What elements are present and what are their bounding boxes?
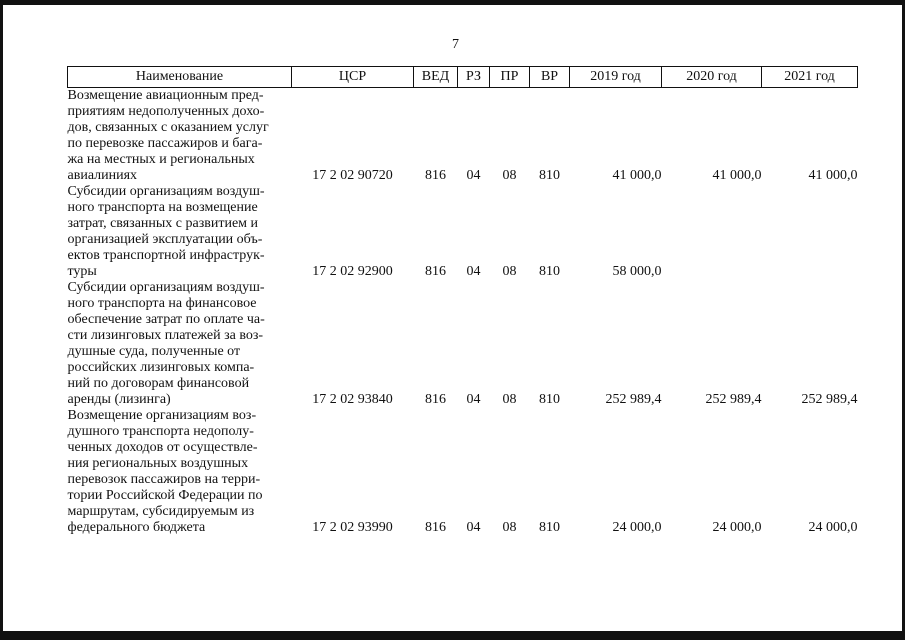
name-line: аренды (лизинга) [67,392,171,407]
header-2019: 2019 год [570,67,662,88]
page-number: 7 [452,37,459,52]
row-pr: 08 [502,520,517,535]
row-ved: 816 [425,264,446,279]
row-csr: 17 2 02 93840 [312,392,393,407]
name-line: ний по договорам финансовой [67,376,250,391]
row-rz: 04 [466,168,481,183]
row-amount-2021: 41 000,0 [808,168,858,183]
table-row [68,280,858,408]
name-line: организацией эксплуатации объ- [67,232,263,247]
name-line: авиалиниях [67,168,138,183]
row-pr: 08 [502,264,517,279]
table-row [68,88,858,185]
row-csr: 17 2 02 93990 [312,520,393,535]
header-ved: ВЕД [414,67,458,88]
header-vr: ВР [530,67,570,88]
name-line: ного транспорта на финансовое [67,296,257,311]
row-amount-2020: 252 989,4 [705,392,762,407]
row-amount-2020 [662,184,762,280]
page-border-top [0,0,905,5]
row-ved: 816 [425,392,446,407]
row-amount-2019: 252 989,4 [605,392,662,407]
name-line: ного транспорта на возмещение [67,200,258,215]
name-line: ектов транспортной инфраструк- [67,248,265,263]
name-line: перевозок пассажиров на терри- [67,472,261,487]
row-name [68,280,292,408]
name-line: Субсидии организациям воздуш- [67,184,265,199]
name-line: душные суда, полученные от [67,344,241,359]
name-line: Субсидии организациям воздуш- [67,280,265,295]
header-pr: ПР [490,67,530,88]
name-line: по перевозке пассажиров и бага- [67,136,263,151]
name-line: обеспечение затрат по оплате ча- [67,312,265,327]
header-2020: 2020 год [662,67,762,88]
row-amount-2019: 41 000,0 [612,168,662,183]
row-pr: 08 [502,168,517,183]
page-border-left [0,0,3,640]
name-line: душного транспорта недополу- [67,424,254,439]
name-line: тории Российской Федерации по [67,488,263,503]
name-line: сти лизинговых платежей за воз- [67,328,264,343]
header-2021: 2021 год [762,67,858,88]
row-ved: 816 [425,520,446,535]
name-line: ченных доходов от осуществле- [67,440,258,455]
row-vr: 810 [539,264,560,279]
page-border-bottom [0,631,905,640]
name-line: Возмещение авиационным пред- [67,88,264,103]
row-amount-2019: 58 000,0 [612,264,662,279]
name-line: российских лизинговых компа- [67,360,255,375]
row-vr: 810 [539,520,560,535]
table-row [68,408,858,536]
name-line: приятиям недополученных дохо- [67,104,265,119]
row-amount-2020: 41 000,0 [712,168,762,183]
row-amount-2019: 24 000,0 [612,520,662,535]
budget-table [67,66,858,536]
name-line: дов, связанных с оказанием услуг [67,120,269,135]
table-header-row [68,67,858,88]
row-vr: 810 [539,168,560,183]
name-line: затрат, связанных с развитием и [67,216,259,231]
row-csr: 17 2 02 92900 [312,264,393,279]
header-csr: ЦСР [292,67,414,88]
name-line: жа на местных и региональных [67,152,255,167]
row-rz: 04 [466,520,481,535]
row-amount-2020: 24 000,0 [712,520,762,535]
row-vr: 810 [539,392,560,407]
row-amount-2021: 252 989,4 [801,392,858,407]
row-rz: 04 [466,264,481,279]
header-rz: РЗ [458,67,490,88]
name-line: маршрутам, субсидируемым из [67,504,255,519]
name-line: туры [67,264,97,279]
header-name: Наименование [68,67,292,88]
row-ved: 816 [425,168,446,183]
row-name [68,88,292,185]
name-line: Возмещение организациям воз- [67,408,257,423]
name-line: ния региональных воздушных [67,456,249,471]
row-name [68,408,292,536]
row-pr: 08 [502,392,517,407]
row-amount-2021 [762,184,858,280]
row-amount-2021: 24 000,0 [808,520,858,535]
name-line: федерального бюджета [67,520,206,535]
table-row [68,184,858,280]
row-csr: 17 2 02 90720 [312,168,393,183]
row-name [68,184,292,280]
row-rz: 04 [466,392,481,407]
